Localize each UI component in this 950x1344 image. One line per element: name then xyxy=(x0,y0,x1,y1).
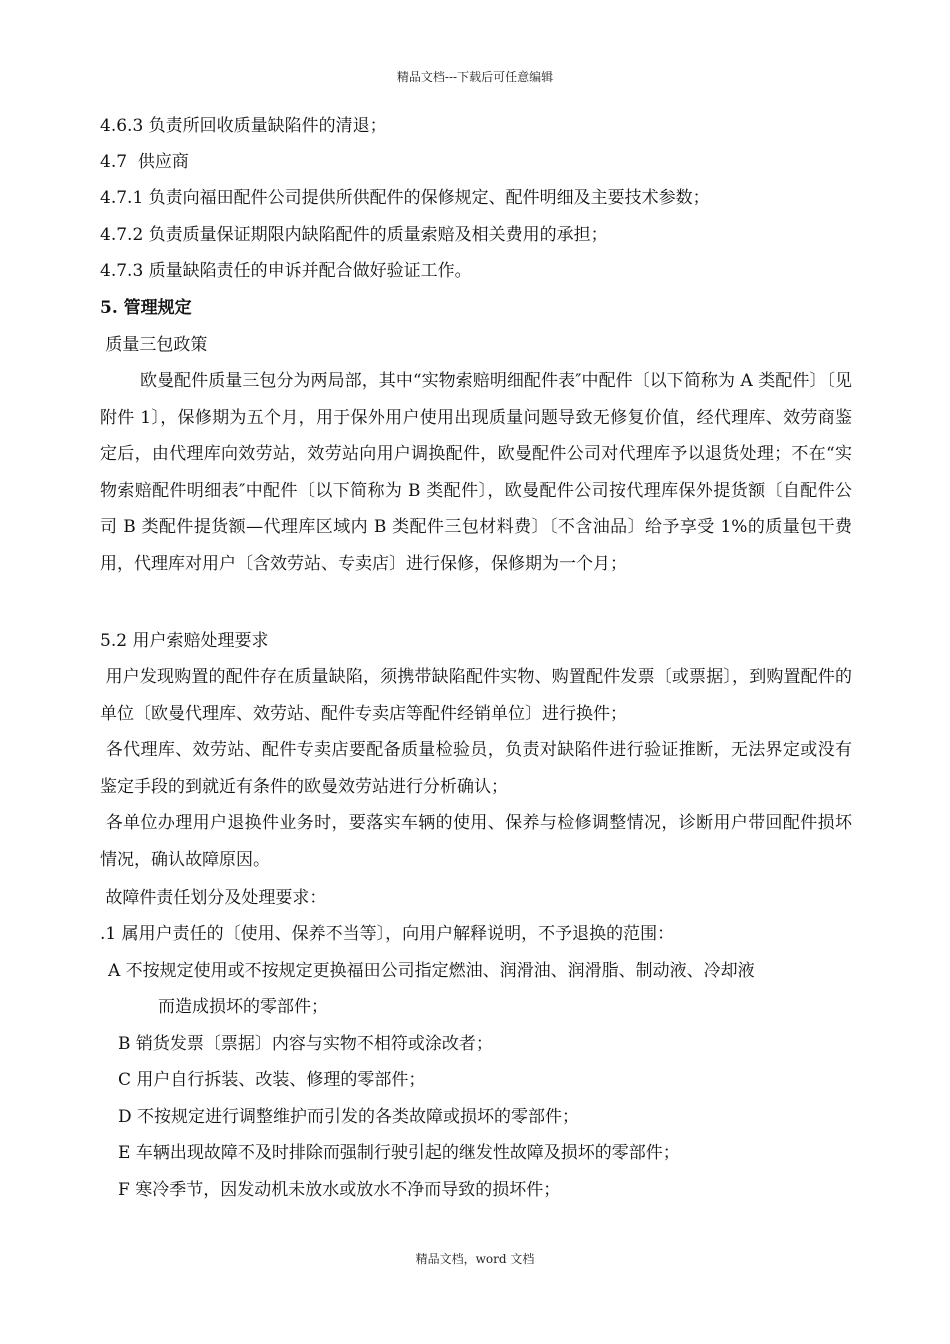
item-f: F 寒冷季节，因发动机未放水或放水不净而导致的损坏件； xyxy=(118,1180,561,1200)
fault-heading: 故障件责任划分及处理要求： xyxy=(100,888,327,908)
clause-4-6-3: 4.6.3 负责所回收质量缺陷件的清退； xyxy=(100,116,387,136)
policy-paragraph: 欧曼配件质量三包分为两局部，其中“实物索赔明细配件表″中配件〔以下简称为 A 类配件〕〔见附件 1〕，保修期为五个月，用于保外用户使用出现质量问题导致无修复价值，经代理库、效劳商鉴定后，由代理库向效劳站，效劳站向用户调换配件，欧曼配件公司对代理库予以退货处理；不在“实物索赔配件明细表″中配件〔以下简称为 B 类配件〕，欧曼配件公司按代理库保外提货额〔自配件公司 B 类配件提货额—代理库区域内 B 类配件三包材料费〕〔不含油品〕给予享受 1%的质量包干费用，代理库对用户〔含效劳站、专卖店〕进行保修，保修期为一个月； xyxy=(100,371,852,574)
item-d: D 不按规定进行调整维护而引发的各类故障或损坏的零部件； xyxy=(118,1107,580,1127)
claim-paragraph-2: 各代理库、效劳站、配件专卖店要配备质量检验员，负责对缺陷件进行验证推断，无法界定或没有鉴定手段的到就近有条件的欧曼效劳站进行分析确认； xyxy=(100,740,853,797)
item-c: C 用户自行拆装、改装、修理的零部件； xyxy=(118,1070,426,1090)
claim-paragraph-3: 各单位办理用户退换件业务时，要落实车辆的使用、保养与检修调整情况，诊断用户带回配件损坏情况，确认故障原因。 xyxy=(100,813,853,870)
clause-4-7-2: 4.7.2 负责质量保证期限内缺陷配件的质量索赔及相关费用的承担； xyxy=(100,225,608,245)
item-a-line-2: 而造成损坏的零部件； xyxy=(158,997,328,1017)
section-5-heading: 5. 管理规定 xyxy=(100,298,192,318)
item-a-line-1: A 不按规定使用或不按规定更换福田公司指定燃油、润滑油、润滑脂、制动液、冷却液 xyxy=(108,961,755,981)
item-b: B 销货发票〔票据〕内容与实物不相符或涂改者； xyxy=(118,1034,493,1054)
clause-4-7-3: 4.7.3 质量缺陷责任的申诉并配合做好验证工作。 xyxy=(100,261,472,281)
page-footer: 精品文档，word 文档 xyxy=(415,1252,535,1266)
claim-paragraph-1: 用户发现购置的配件存在质量缺陷，须携带缺陷配件实物、购置配件发票〔或票据〕，到购置配件的单位〔欧曼代理库、效劳站、配件专卖店等配件经销单位〕进行换件； xyxy=(100,667,853,724)
policy-heading: 质量三包政策 xyxy=(100,335,208,355)
item-e: E 车辆出现故障不及时排除而强制行驶引起的继发性故障及损坏的零部件； xyxy=(118,1143,680,1163)
clause-4-7-1: 4.7.1 负责向福田配件公司提供所供配件的保修规定、配件明细及主要技术参数； xyxy=(100,188,710,208)
clause-4-7-heading: 4.7 供应商 xyxy=(100,152,189,172)
fault-clause-1: .1 属用户责任的〔使用、保养不当等〕，向用户解释说明，不予退换的范围： xyxy=(100,924,675,944)
page-header: 精品文档---下载后可任意编辑 xyxy=(396,70,554,84)
section-5-2-heading: 5.2 用户索赔处理要求 xyxy=(100,631,269,651)
